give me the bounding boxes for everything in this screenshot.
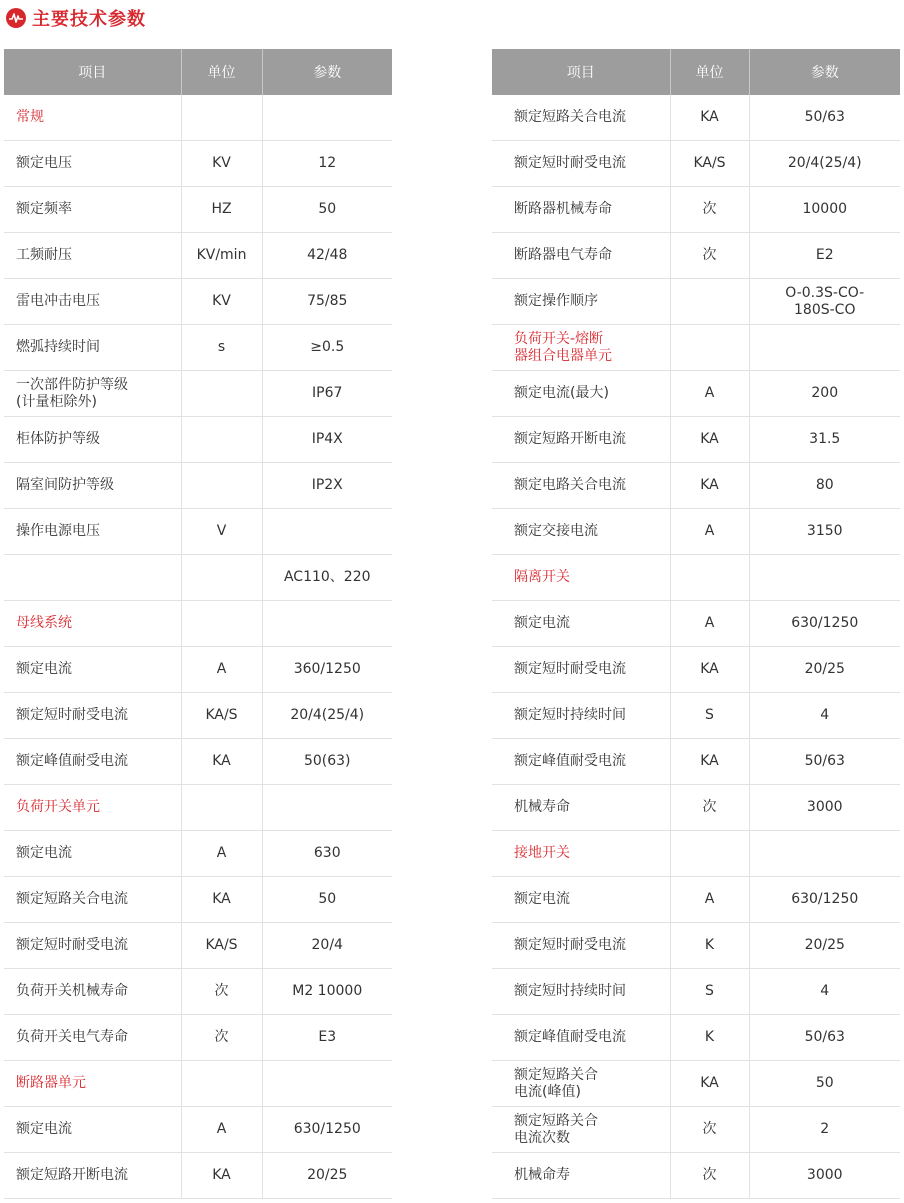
item-cell: 额定短路关合 电流(峰值) (492, 1061, 670, 1107)
item-cell: 断路器单元 (4, 1061, 181, 1107)
param-cell: IP67 (262, 371, 392, 417)
item-cell: 额定短路关合 电流次数 (492, 1107, 670, 1153)
table-row (492, 279, 900, 325)
pulse-icon (6, 8, 26, 28)
param-cell: M2 10000 (262, 969, 392, 1015)
unit-cell: A (670, 371, 749, 417)
param-cell: 20/25 (749, 923, 900, 969)
unit-cell: K (670, 1015, 749, 1061)
item-cell: 额定频率 (4, 187, 181, 233)
param-cell: 20/25 (262, 1153, 392, 1199)
param-cell: 20/4 (262, 923, 392, 969)
item-cell: 额定短时耐受电流 (492, 923, 670, 969)
item-cell: 额定短时耐受电流 (4, 923, 181, 969)
table-row (492, 95, 900, 141)
item-cell: 额定电压 (4, 141, 181, 187)
unit-cell: HZ (181, 187, 262, 233)
table-row (492, 187, 900, 233)
item-cell: 工频耐压 (4, 233, 181, 279)
header-unit: 单位 (670, 49, 749, 95)
item-cell: 额定交接电流 (492, 509, 670, 555)
unit-cell: A (181, 1107, 262, 1153)
param-cell: 4 (749, 693, 900, 739)
section-row (492, 555, 900, 601)
item-cell: 额定短路关合电流 (4, 877, 181, 923)
item-cell: 额定电流 (492, 877, 670, 923)
unit-cell: KA (670, 417, 749, 463)
item-cell: 常规 (4, 95, 181, 141)
unit-cell: 次 (670, 187, 749, 233)
param-cell: 3000 (749, 1153, 900, 1199)
item-cell: 额定电流 (4, 831, 181, 877)
param-cell (749, 831, 900, 877)
header-item: 项目 (492, 49, 670, 95)
table-row (4, 1015, 392, 1061)
section-row (492, 325, 900, 371)
table-row (4, 969, 392, 1015)
unit-cell: s (181, 325, 262, 371)
item-cell: 额定短路开断电流 (492, 417, 670, 463)
table-row (4, 1107, 392, 1153)
param-cell: 50 (262, 877, 392, 923)
item-cell: 接地开关 (492, 831, 670, 877)
table-row (492, 923, 900, 969)
item-cell: 母线系统 (4, 601, 181, 647)
param-cell (749, 555, 900, 601)
param-cell: 20/4(25/4) (749, 141, 900, 187)
table-row (4, 555, 392, 601)
table-row (4, 233, 392, 279)
header-param: 参数 (749, 49, 900, 95)
item-cell: 额定短时耐受电流 (492, 141, 670, 187)
param-cell: 50/63 (749, 1015, 900, 1061)
param-cell: AC110、220 (262, 555, 392, 601)
param-cell: 20/25 (749, 647, 900, 693)
section-row (4, 601, 392, 647)
param-cell: 50 (262, 187, 392, 233)
param-cell: E2 (749, 233, 900, 279)
param-cell: IP2X (262, 463, 392, 509)
item-cell: 额定操作顺序 (492, 279, 670, 325)
param-cell: 50 (749, 1061, 900, 1107)
unit-cell: KA (670, 463, 749, 509)
unit-cell: 次 (670, 233, 749, 279)
table-row (492, 785, 900, 831)
table-row (4, 463, 392, 509)
table-row (4, 693, 392, 739)
item-cell: 机械命寿 (492, 1153, 670, 1199)
table-row (492, 647, 900, 693)
table-row (4, 647, 392, 693)
unit-cell: KA (181, 1153, 262, 1199)
section-title (6, 4, 146, 32)
section-row (492, 831, 900, 877)
item-cell: 额定峰值耐受电流 (492, 739, 670, 785)
param-cell: 360/1250 (262, 647, 392, 693)
page-title: 主要技术参数 (32, 9, 146, 30)
table-row (492, 1015, 900, 1061)
param-cell (262, 509, 392, 555)
unit-cell (181, 785, 262, 831)
table-row (492, 877, 900, 923)
table-header-row (4, 49, 392, 95)
table-row (492, 739, 900, 785)
param-cell: 200 (749, 371, 900, 417)
param-cell: IP4X (262, 417, 392, 463)
table-row (492, 417, 900, 463)
table-row (4, 739, 392, 785)
unit-cell (181, 555, 262, 601)
unit-cell: 次 (181, 1015, 262, 1061)
unit-cell (181, 95, 262, 141)
table-row (4, 509, 392, 555)
table-row (492, 693, 900, 739)
unit-cell (670, 831, 749, 877)
table-row (4, 325, 392, 371)
unit-cell: KV (181, 141, 262, 187)
unit-cell (670, 325, 749, 371)
item-cell: 额定峰值耐受电流 (492, 1015, 670, 1061)
unit-cell: KV (181, 279, 262, 325)
unit-cell: A (181, 647, 262, 693)
unit-cell: KA (670, 647, 749, 693)
table-row (492, 1153, 900, 1199)
unit-cell: S (670, 693, 749, 739)
table-row (492, 371, 900, 417)
unit-cell (181, 601, 262, 647)
param-cell: 42/48 (262, 233, 392, 279)
param-cell: 75/85 (262, 279, 392, 325)
param-cell: 10000 (749, 187, 900, 233)
unit-cell: A (670, 877, 749, 923)
header-item: 项目 (4, 49, 181, 95)
item-cell: 额定短时持续时间 (492, 969, 670, 1015)
item-cell: 负荷开关机械寿命 (4, 969, 181, 1015)
unit-cell: KA (181, 739, 262, 785)
table-row (492, 233, 900, 279)
item-cell: 隔室间防护等级 (4, 463, 181, 509)
item-cell: 额定短时耐受电流 (492, 647, 670, 693)
param-cell (749, 325, 900, 371)
item-cell: 一次部件防护等级 (计量柜除外) (4, 371, 181, 417)
unit-cell: KA/S (181, 923, 262, 969)
item-cell: 额定短时耐受电流 (4, 693, 181, 739)
unit-cell (181, 417, 262, 463)
item-cell: 额定电流 (4, 1107, 181, 1153)
item-cell: 雷电冲击电压 (4, 279, 181, 325)
table-row (492, 969, 900, 1015)
unit-cell: KA (181, 877, 262, 923)
item-cell: 柜体防护等级 (4, 417, 181, 463)
unit-cell: KA (670, 1061, 749, 1107)
param-cell: 20/4(25/4) (262, 693, 392, 739)
param-cell (262, 95, 392, 141)
unit-cell: K (670, 923, 749, 969)
table-row (4, 1153, 392, 1199)
unit-cell: A (670, 601, 749, 647)
spec-table-left (4, 49, 392, 1199)
item-cell: 操作电源电压 (4, 509, 181, 555)
item-cell: 额定电流(最大) (492, 371, 670, 417)
unit-cell: KA (670, 739, 749, 785)
param-cell: 630/1250 (749, 601, 900, 647)
unit-cell: V (181, 509, 262, 555)
unit-cell: S (670, 969, 749, 1015)
param-cell: 4 (749, 969, 900, 1015)
unit-cell: A (181, 831, 262, 877)
unit-cell: KV/min (181, 233, 262, 279)
item-cell: 额定短路关合电流 (492, 95, 670, 141)
param-cell: 630/1250 (749, 877, 900, 923)
unit-cell: KA/S (670, 141, 749, 187)
table-row (4, 877, 392, 923)
table-row (492, 1061, 900, 1107)
param-cell: 50/63 (749, 739, 900, 785)
table-row (4, 831, 392, 877)
item-cell: 负荷开关电气寿命 (4, 1015, 181, 1061)
item-cell: 额定峰值耐受电流 (4, 739, 181, 785)
item-cell: 燃弧持续时间 (4, 325, 181, 371)
item-cell: 额定短时持续时间 (492, 693, 670, 739)
table-row (4, 141, 392, 187)
section-row (4, 95, 392, 141)
item-cell: 隔离开关 (492, 555, 670, 601)
table-row (492, 463, 900, 509)
unit-cell: 次 (181, 969, 262, 1015)
unit-cell: A (670, 509, 749, 555)
spec-table-right (492, 49, 900, 1199)
unit-cell (670, 555, 749, 601)
param-cell (262, 601, 392, 647)
param-cell: 630/1250 (262, 1107, 392, 1153)
item-cell: 断路器机械寿命 (492, 187, 670, 233)
table-row (4, 187, 392, 233)
item-cell: 额定电路关合电流 (492, 463, 670, 509)
table-row (4, 417, 392, 463)
section-row (4, 1061, 392, 1107)
param-cell: 80 (749, 463, 900, 509)
header-unit: 单位 (181, 49, 262, 95)
param-cell: 31.5 (749, 417, 900, 463)
unit-cell (181, 371, 262, 417)
item-cell: 负荷开关-熔断 器组合电器单元 (492, 325, 670, 371)
table-row (492, 141, 900, 187)
param-cell: O-0.3S-CO- 180S-CO (749, 279, 900, 325)
unit-cell: 次 (670, 785, 749, 831)
param-cell: 3150 (749, 509, 900, 555)
unit-cell: 次 (670, 1153, 749, 1199)
param-cell: ≥0.5 (262, 325, 392, 371)
table-row (4, 923, 392, 969)
unit-cell: 次 (670, 1107, 749, 1153)
table-row (4, 279, 392, 325)
param-cell (262, 1061, 392, 1107)
param-cell: 2 (749, 1107, 900, 1153)
unit-cell (181, 463, 262, 509)
table-row (492, 1107, 900, 1153)
table-row (4, 371, 392, 417)
unit-cell (181, 1061, 262, 1107)
item-cell: 负荷开关单元 (4, 785, 181, 831)
item-cell: 机械寿命 (492, 785, 670, 831)
param-cell: 630 (262, 831, 392, 877)
item-cell: 额定电流 (4, 647, 181, 693)
table-header-row (492, 49, 900, 95)
item-cell: 额定电流 (492, 601, 670, 647)
param-cell: 50/63 (749, 95, 900, 141)
param-cell: 3000 (749, 785, 900, 831)
param-cell: 50(63) (262, 739, 392, 785)
param-cell: 12 (262, 141, 392, 187)
table-row (492, 601, 900, 647)
unit-cell: KA/S (181, 693, 262, 739)
item-cell (4, 555, 181, 601)
section-row (4, 785, 392, 831)
unit-cell: KA (670, 95, 749, 141)
header-param: 参数 (262, 49, 392, 95)
table-row (492, 509, 900, 555)
unit-cell (670, 279, 749, 325)
param-cell: E3 (262, 1015, 392, 1061)
param-cell (262, 785, 392, 831)
item-cell: 断路器电气寿命 (492, 233, 670, 279)
item-cell: 额定短路开断电流 (4, 1153, 181, 1199)
